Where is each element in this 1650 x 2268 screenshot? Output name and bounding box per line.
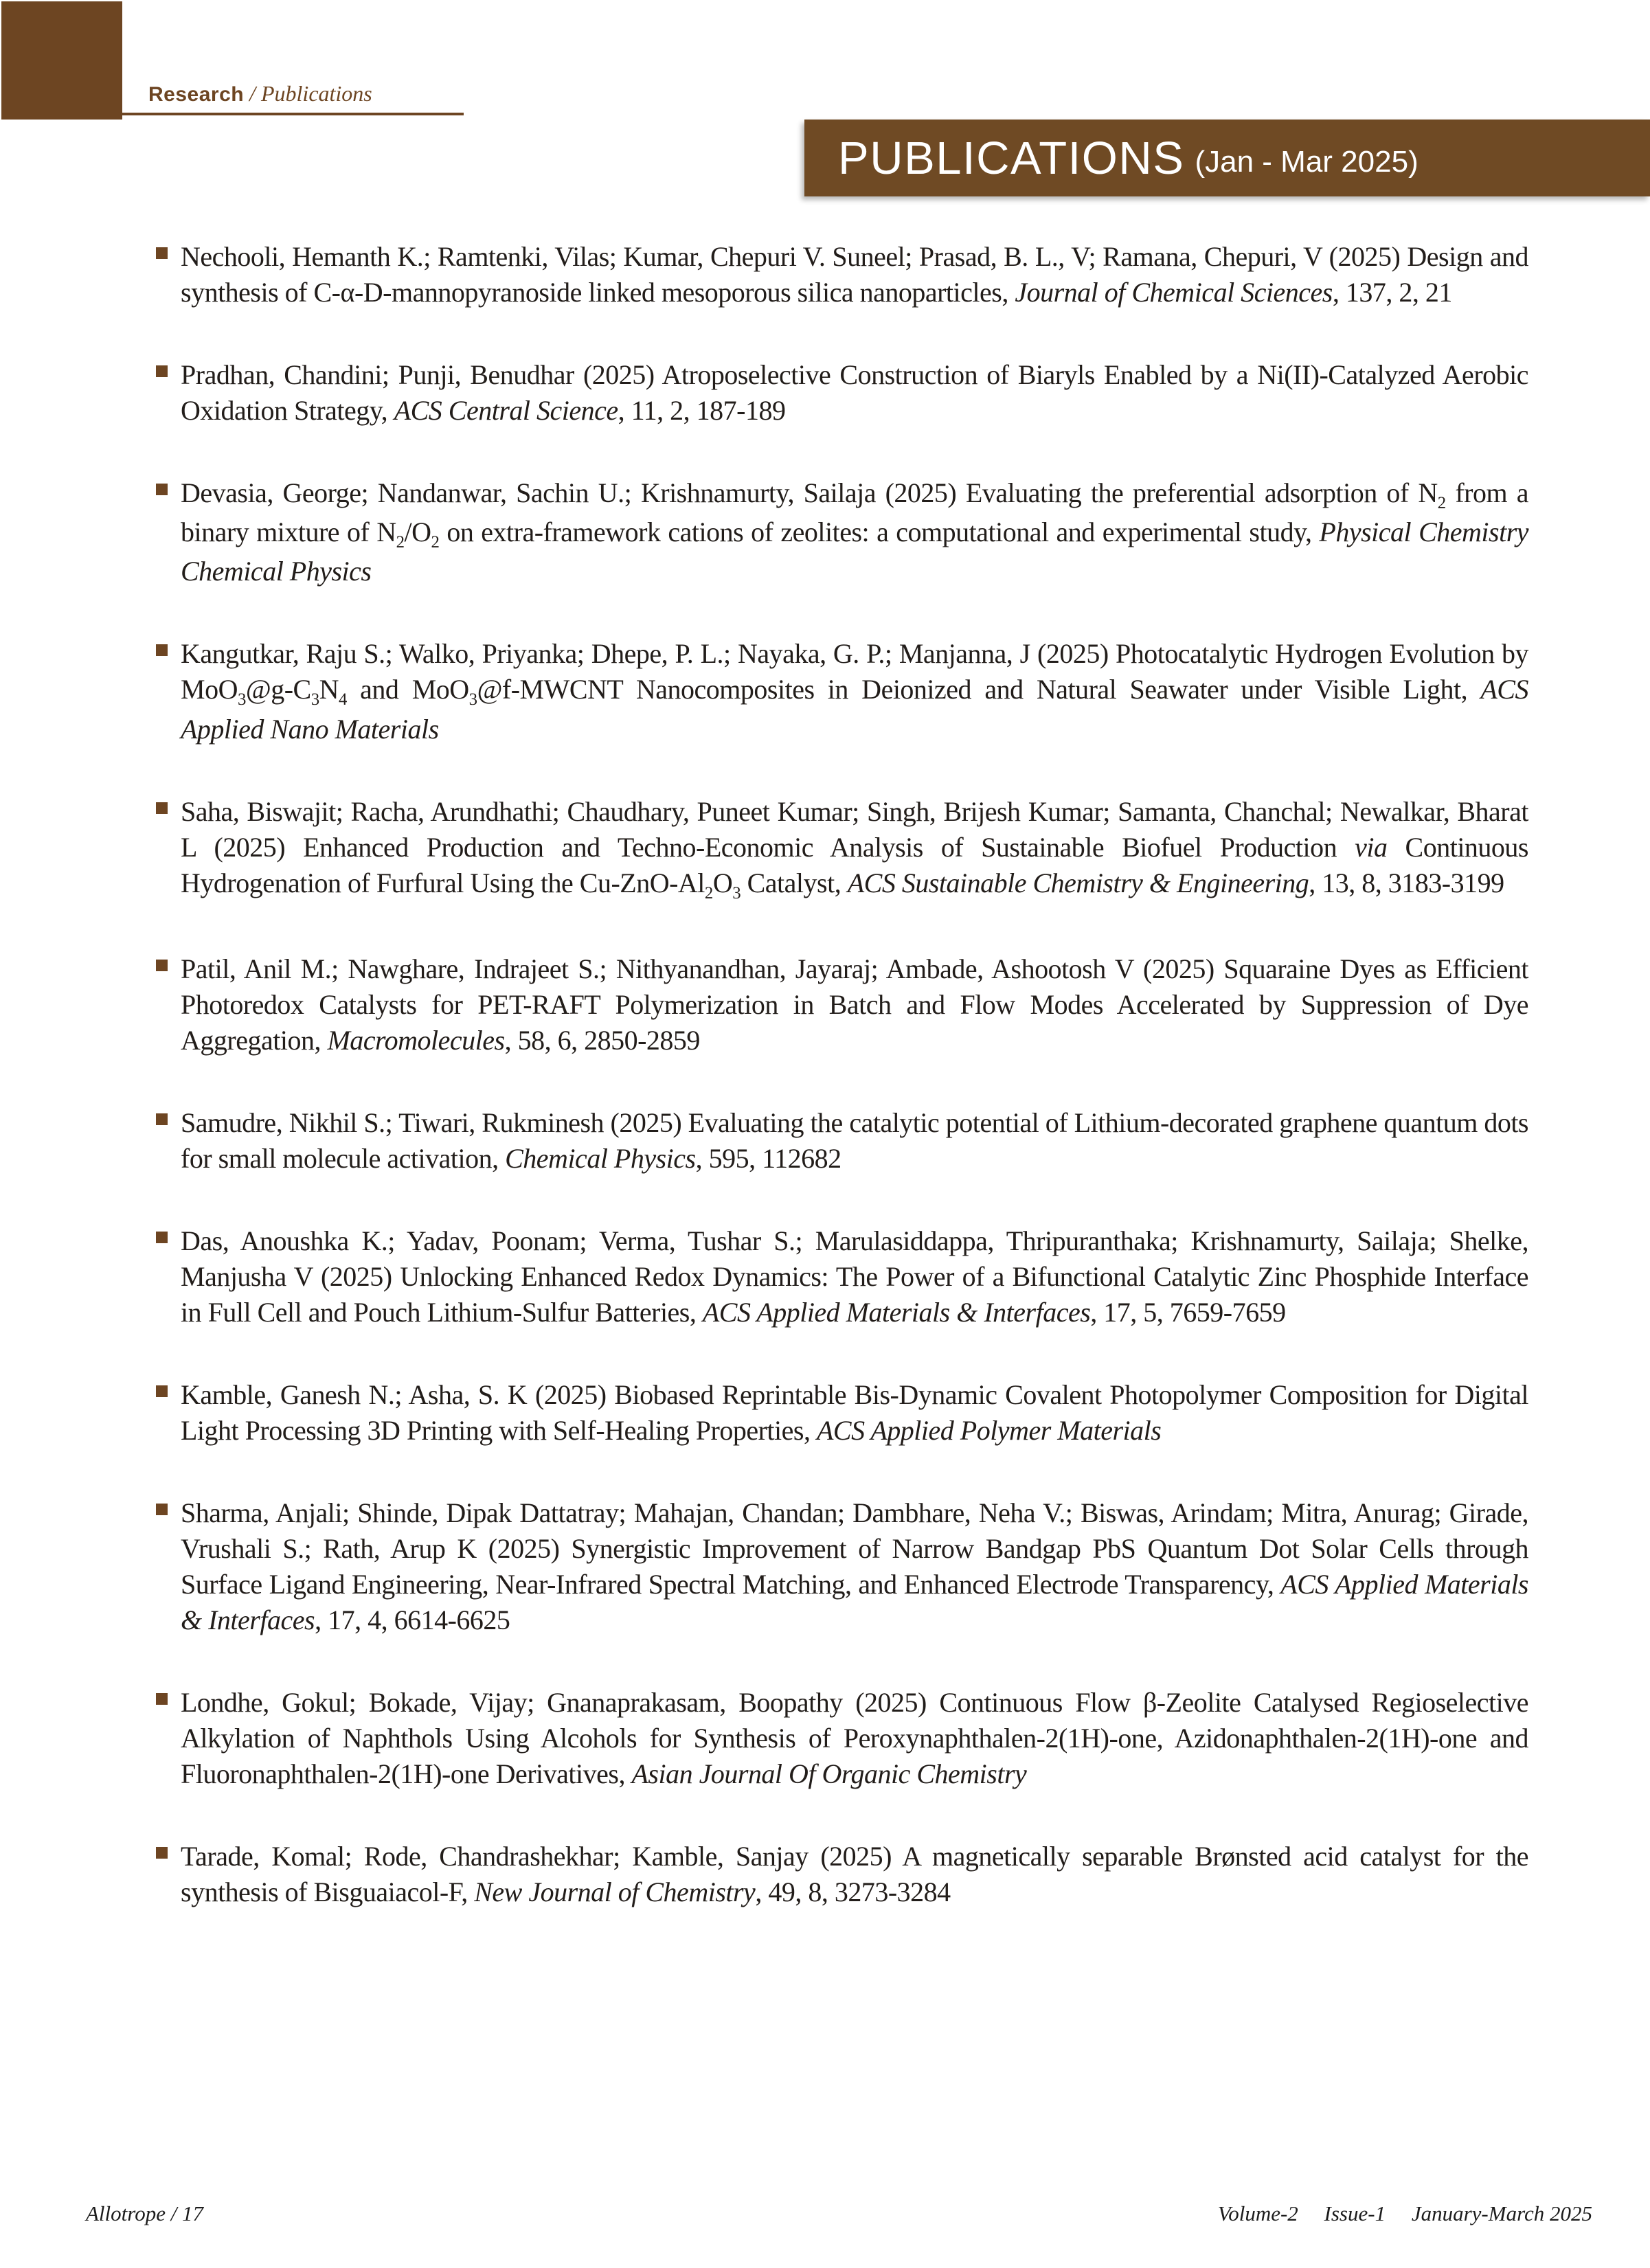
publication-citation: Patil, Anil M.; Nawghare, Indrajeet S.; Nithyanandhan, Jayaraj; Ambade, Ashootosh V (2025) Squaraine Dyes as Efficient Photoredox Catalysts for PET-RAFT Polymerization in Batch and Flow Modes Accelerated by Suppression of Dye Aggregation, Macromolecules, 58, 6, 2850-2859 — [181, 953, 1528, 1056]
publication-item — [156, 1377, 1528, 1449]
publication-item — [156, 1223, 1528, 1330]
footer-page-label: Allotrope / 17 — [86, 2201, 204, 2225]
publication-item — [156, 1495, 1528, 1638]
publication-citation: Das, Anoushka K.; Yadav, Poonam; Verma, Tushar S.; Marulasiddappa, Thripuranthaka; Krishnamurty, Sailaja; Shelke, Manjusha V (2025) Unlocking Enhanced Redox Dynamics: The Power of a Bifunctional Catalytic Zinc Phosphide Interface in Full Cell and Pouch Lithium-Sulfur Batteries, ACS Applied Materials & Interfaces, 17, 5, 7659-7659 — [181, 1225, 1528, 1328]
publication-citation: Tarade, Komal; Rode, Chandrashekhar; Kamble, Sanjay (2025) A magnetically separable Brønsted acid catalyst for the synthesis of Bisguaiacol-F, New Journal of Chemistry, 49, 8, 3273-3284 — [181, 1840, 1528, 1907]
bullet-square-icon — [156, 1504, 168, 1515]
publication-citation: Londhe, Gokul; Bokade, Vijay; Gnanaprakasam, Boopathy (2025) Continuous Flow β-Zeolite Catalysed Regioselective Alkylation of Naphthols Using Alcohols for Synthesis of Peroxynaphthalen-2(1H)-one, Azidonaphthalen-2(1H)-one and Fluoronaphthalen-2(1H)-one Derivatives, Asian Journal Of Organic Chemistry — [181, 1686, 1528, 1789]
publications-banner — [804, 120, 1650, 196]
publication-item — [156, 475, 1528, 589]
bullet-square-icon — [156, 1693, 168, 1705]
publication-citation: Devasia, George; Nandanwar, Sachin U.; Krishnamurty, Sailaja (2025) Evaluating the preferential adsorption of $N_2$ from a binary mixture of $N_2/O_2$ on extra-framework cations of zeolites: a computational and experimental study, Physical Chemistry Chemical Physics — [181, 477, 1529, 587]
publication-citation: Saha, Biswajit; Racha, Arundhathi; Chaudhary, Puneet Kumar; Singh, Brijesh Kumar; Samanta, Chanchal; Newalkar, Bharat L (2025) Enhanced Production and Techno-Economic Analysis of Sustainable Biofuel Production via Continuous Hydrogenation of Furfural Using the $Cu-ZnO-Al_2O_3$ Catalyst, ACS Sustainable Chemistry & Engineering, 13, 8, 3183-3199 — [181, 795, 1528, 903]
bullet-square-icon — [156, 1232, 168, 1243]
bullet-square-icon — [156, 802, 168, 814]
footer-issue-info — [1218, 2201, 1592, 2226]
corner-brand-block — [1, 1, 122, 120]
publication-item — [156, 357, 1528, 429]
publication-citation: Kamble, Ganesh N.; Asha, S. K (2025) Biobased Reprintable Bis-Dynamic Covalent Photopolymer Composition for Digital Light Processing 3D Printing with Self-Healing Properties, ACS Applied Polymer Materials — [181, 1379, 1528, 1446]
banner-period: (Jan - Mar 2025) — [1195, 145, 1419, 179]
bullet-square-icon — [156, 247, 168, 259]
breadcrumb-subsection-label: Publications — [260, 81, 372, 106]
publication-citation: Samudre, Nikhil S.; Tiwari, Rukminesh (2025) Evaluating the catalytic potential of Lithium-decorated graphene quantum dots for small molecule activation, Chemical Physics, 595, 112682 — [181, 1107, 1528, 1174]
footer-volume: Volume-2 — [1217, 2201, 1298, 2225]
banner-title: PUBLICATIONS — [838, 132, 1185, 184]
publication-citation: Nechooli, Hemanth K.; Ramtenki, Vilas; Kumar, Chepuri V. Suneel; Prasad, B. L., V; Ramana, Chepuri, V (2025) Design and synthesis of C-α-D-mannopyranoside linked mesoporous silica nanoparticles, Journal of Chemical Sciences, 137, 2, 21 — [181, 241, 1528, 308]
bullet-square-icon — [156, 365, 168, 377]
publication-item — [156, 794, 1528, 905]
publication-citation: Kangutkar, Raju S.; Walko, Priyanka; Dhepe, P. L.; Nayaka, G. P.; Manjanna, J (2025) Photocatalytic Hydrogen Evolution by $MoO_3@g-C_3N_4$ and MoO$_3$@f-MWCNT Nanocomposites in Deionized and Natural Seawater under Visible Light, ACS Applied Nano Materials — [181, 638, 1528, 745]
publication-item — [156, 239, 1528, 310]
breadcrumb-section-label: Research — [148, 83, 245, 106]
bullet-square-icon — [156, 960, 168, 971]
publication-list — [156, 239, 1528, 1957]
publication-citation: Pradhan, Chandini; Punji, Benudhar (2025) Atroposelective Construction of Biaryls Enabled by a Ni(II)-Catalyzed Aerobic Oxidation Strategy, ACS Central Science, 11, 2, 187-189 — [181, 359, 1528, 426]
publication-citation: Sharma, Anjali; Shinde, Dipak Dattatray; Mahajan, Chandan; Dambhare, Neha V.; Biswas, Arindam; Mitra, Anurag; Girade, Vrushali S.; Rath, Arup K (2025) Synergistic Improvement of Narrow Bandgap PbS Quantum Dot Solar Cells through Surface Ligand Engineering, Near-Infrared Spectral Matching, and Enhanced Electrode Transparency, ACS Applied Materials & Interfaces, 17, 4, 6614-6625 — [181, 1497, 1528, 1635]
page-footer — [0, 2201, 1650, 2243]
footer-period: January-March 2025 — [1411, 2201, 1592, 2225]
bullet-square-icon — [156, 1847, 168, 1859]
publication-item — [156, 951, 1528, 1058]
publication-item — [156, 636, 1528, 747]
bullet-square-icon — [156, 644, 168, 656]
bullet-square-icon — [156, 1113, 168, 1125]
breadcrumb-underline — [122, 113, 464, 115]
footer-issue: Issue-1 — [1324, 2201, 1386, 2225]
breadcrumb-separator: / — [249, 81, 256, 106]
publication-item — [156, 1839, 1528, 1910]
bullet-square-icon — [156, 484, 168, 495]
publication-item — [156, 1685, 1528, 1792]
publication-item — [156, 1105, 1528, 1177]
bullet-square-icon — [156, 1385, 168, 1397]
breadcrumb — [148, 81, 372, 106]
